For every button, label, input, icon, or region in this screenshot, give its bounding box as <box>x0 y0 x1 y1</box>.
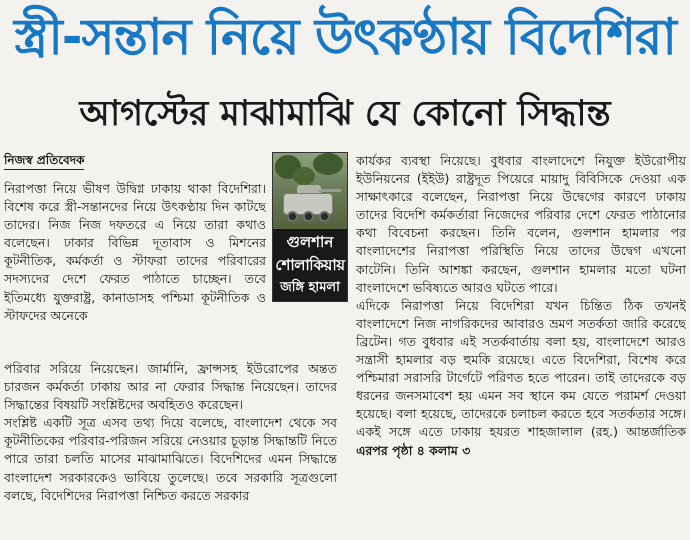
right-paragraph-2-text: এদিকে নিরাপত্তা নিয়ে বিদেশিরা যখন চিন্তিত ঠিক তখনই বাংলাদেশে নিজ নাগরিকদের আবারও ভ্রমণ সতর্কতা জারি করেছে ব্রিটেন। গত বুধবার এই সতর্কবার্তায় বলা হয়, বাংলাদেশে আরও সন্ত্রাসী হামলার বড় হুমকি রয়েছে। এতে বিদেশিরা, বিশেষ করে পশ্চিমারা সরাসরি টার্গেটে পরিণত হতে পারেন। তাই তাদেরকে বড় ধরনের জনসমাবেশ হয় এমন সব স্থানে কম যেতে পরামর্শ দেওয়া হয়েছে। বলা হয়েছে, তাদেরকে চলাচল করতে হবে সতর্কতার সঙ্গে। একই সঙ্গে এতে ঢাকায় হযরত শাহজালাল (রহ.) আন্তর্জাতিক <box>356 297 686 440</box>
headline: স্ত্রী-সন্তান নিয়ে উৎকণ্ঠায় বিদেশিরা <box>14 8 676 66</box>
right-paragraph-2 <box>356 297 686 460</box>
caption-line-2: শোলাকিয়ায় <box>275 256 345 274</box>
caption-line-3: জঙ্গি হামলা <box>280 280 340 295</box>
subheadline: আগস্টের মাঝামাঝি যে কোনো সিদ্ধান্ত <box>79 94 611 134</box>
left-paragraph-3: সংশ্লিষ্ট একটি সূত্র এসব তথ্য দিয়ে বলেছে, বাংলাদেশ থেকে সব কূটনীতিকের পরিবার-পরিজন সরিয়ে নেওয়ার চূড়ান্ত সিদ্ধান্তটি নিতে পারে তারা চলতি মাসের মাঝামাঝিতে। বিদেশিদের এমন সিদ্ধান্তে বাংলাদেশ সরকারকেও ভাবিয়ে তুলেছে। তবে সরকারি সূত্রগুলো বলছে, বিদেশিদের নিরাপত্তা নিশ্চিত করতে সরকার <box>4 415 337 503</box>
news-photo <box>273 153 347 229</box>
right-paragraph-1: কার্যকর ব্যবস্থা নিয়েছে। বুধবার বাংলাদেশে নিযুক্ত ইউরোপীয় ইউনিয়নের (ইইউ) রাষ্ট্রদূত পিয়েরে মায়াদু বিবিসিকে দেওয়া এক সাক্ষাৎকারে বলেছেন, নিরাপত্তা নিয়ে উদ্বেগের কারণে ঢাকায় তাদের বিদেশি কর্মকর্তারা নিজেদের পরিবার দেশে ফেরত পাঠানোর কথা বিবেচনা করছেন। তিনি বলেন, গুলশান হামলার পর বাংলাদেশের নিরাপত্তা পরিস্থিতি নিয়ে তাদের উদ্বেগ এখনো কাটেনি। তিনি আশঙ্কা করছেন, গুলশান হামলার মতো ঘটনা বাংলাদেশে ভবিষ্যতে আরও ঘটতে পারে। <box>356 153 686 295</box>
left-paragraph-2: পরিবার সরিয়ে নিয়েছেন। জার্মানি, ফ্রান্সসহ ইউরোপের অন্তত চারজন কর্মকর্তা ঢাকায় আর না ফেরার সিদ্ধান্ত নিয়েছেন। তাদের সিদ্ধান্তের বিষয়টি সংশ্লিষ্টদের অবহিতও করেছেন। <box>4 361 337 413</box>
left-paragraph-1: নিরাপত্তা নিয়ে ভীষণ উদ্বিগ্ন ঢাকায় থাকা বিদেশিরা। বিশেষ করে স্ত্রী-সন্তানদের নিয়ে উৎকণ্ঠায় দিন কাটছে তাদের। নিজ নিজ দফতরে এ নিয়ে তারা কথাও বলেছেন। ঢাকার বিভিন্ন দূতাবাস ও মিশনের কূটনীতিক, কর্মকর্তা ও স্টাফরা তাদের পরিবারের সদস্যদের দেশে ফেরত পাঠাতে চাচ্ছেন। তবে ইতিমধ্যে যুক্তরাষ্ট্র, কানাডাসহ পশ্চিমা কূটনীতিক ও স্টাফদের অনেকে <box>4 181 266 323</box>
continued-on-link[interactable]: এরপর পৃষ্ঠা ৪ কলাম ৩ <box>356 442 471 458</box>
photo-box <box>272 152 348 302</box>
right-column <box>356 152 686 540</box>
byline: নিজস্ব প্রতিবেদক <box>4 152 84 170</box>
left-column-lower <box>4 360 337 540</box>
photo-caption <box>273 229 347 301</box>
caption-line-1: গুলশান <box>286 233 334 251</box>
previous-section-strip <box>0 0 690 4</box>
